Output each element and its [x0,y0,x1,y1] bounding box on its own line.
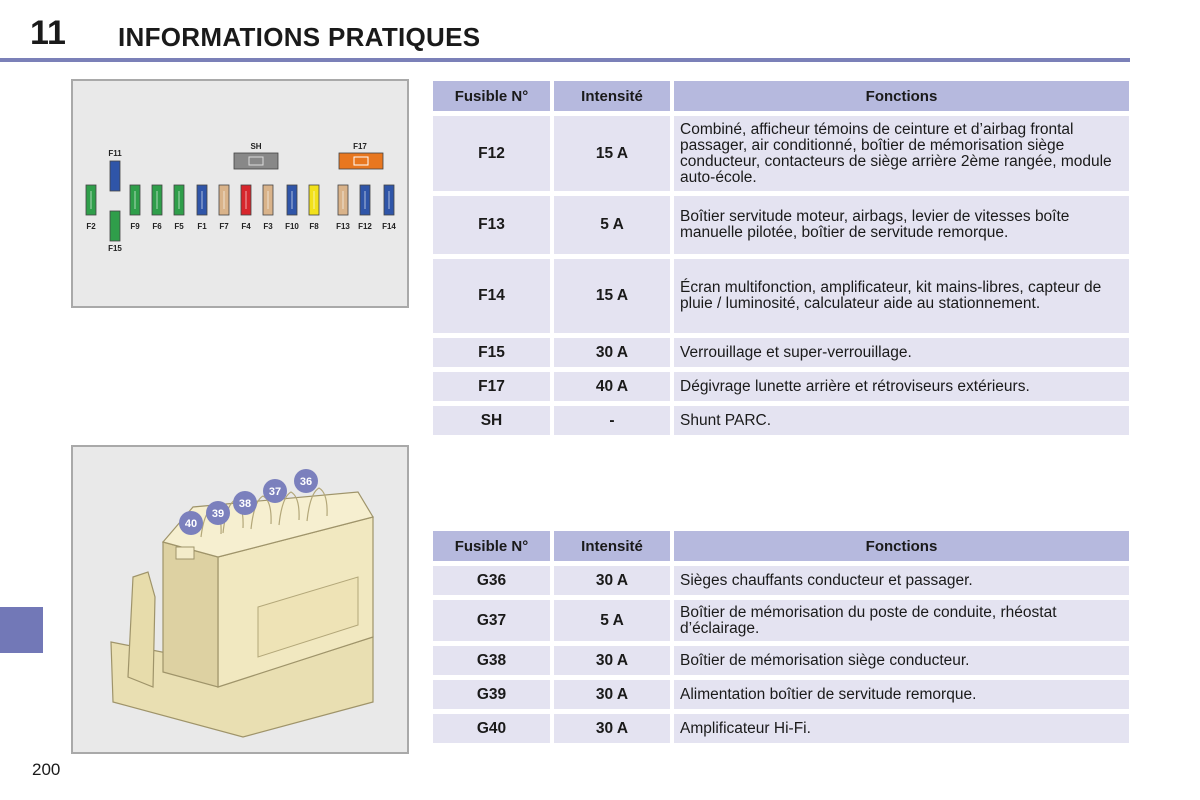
fuse-amperage: 30 A [554,680,670,709]
fuse-box-illustration [73,81,407,306]
table-row [433,372,1129,401]
table-row [433,680,1129,709]
fuse-function: Boîtier de mémorisation siège conducteur. [674,646,1129,675]
fuse-label: F3 [263,222,273,231]
callout-37: 37 [268,486,282,498]
fuse-id: F15 [433,338,550,367]
header-fuse-number: Fusible N° [433,81,550,111]
fuse-function: Shunt PARC. [674,406,1129,435]
callout-36: 36 [299,476,313,488]
callout-39: 39 [211,508,225,520]
table-row [433,116,1129,191]
table-row [433,338,1129,367]
shunt-sh [234,153,278,169]
table-header-row [433,81,1129,111]
fuse-id: F13 [433,196,550,254]
fuse-box-diagram [71,79,409,308]
label-sh: SH [250,142,262,151]
fuse-table-main [429,76,1133,440]
page-number: 200 [32,760,61,779]
fuse-function: Amplificateur Hi-Fi. [674,714,1129,743]
fuse-function: Alimentation boîtier de servitude remorque. [674,680,1129,709]
fuse-label: F6 [152,222,162,231]
fuse-id: G37 [433,600,550,641]
fuse-function: Écran multifonction, amplificateur, kit mains-libres, capteur de pluie / luminosité, calculateur aide au stationnement. [674,259,1129,333]
block-side-face [163,542,218,687]
fuse-amperage: 30 A [554,646,670,675]
fuse-id: G39 [433,680,550,709]
fuse-id: F14 [433,259,550,333]
chapter-number: 11 [30,14,66,52]
table-row [433,259,1129,333]
fuse-label: F8 [309,222,319,231]
fuse-label: F2 [86,222,96,231]
fuse-function: Sièges chauffants conducteur et passager. [674,566,1129,595]
fuse-amperage: - [554,406,670,435]
fuse-f17 [339,153,383,169]
fuse-f15 [110,211,120,241]
fuse-label: F4 [241,222,251,231]
fuse-amperage: 30 A [554,338,670,367]
fuse-amperage: 30 A [554,714,670,743]
fuse-id: G36 [433,566,550,595]
fuse-row [86,185,396,231]
table-row [433,646,1129,675]
fuse-function: Verrouillage et super-verrouillage. [674,338,1129,367]
fuse-amperage: 15 A [554,259,670,333]
title-rule [0,58,1130,62]
relay-box-diagram [71,445,409,754]
table-header-row [433,531,1129,561]
fuse-id: G38 [433,646,550,675]
header-fuse-number: Fusible N° [433,531,550,561]
fuse-function: Combiné, afficheur témoins de ceinture et d’airbag frontal passager, air conditionné, boîtier de mémorisation siège conducteur, contacteurs de siège arrière 2ème rangée, module auto-école. [674,116,1129,191]
header-functions: Fonctions [674,531,1129,561]
fuse-function: Boîtier de mémorisation du poste de conduite, rhéostat d’éclairage. [674,600,1129,641]
header-intensity: Intensité [554,531,670,561]
table-row [433,196,1129,254]
fuse-amperage: 5 A [554,196,670,254]
table-row [433,714,1129,743]
chapter-title: INFORMATIONS PRATIQUES [118,22,481,52]
label-f17: F17 [353,142,367,151]
fuse-label: F1 [197,222,207,231]
header-functions: Fonctions [674,81,1129,111]
label-f11: F11 [108,149,122,158]
fuse-id: SH [433,406,550,435]
fuse-id: G40 [433,714,550,743]
fuse-label: F12 [358,222,372,231]
fuse-amperage: 40 A [554,372,670,401]
fuse-amperage: 15 A [554,116,670,191]
header-intensity: Intensité [554,81,670,111]
fuse-block-illustration [73,447,407,752]
fuse-label: F5 [174,222,184,231]
fuse-id: F12 [433,116,550,191]
fuse-id: F17 [433,372,550,401]
block-clip [128,572,155,687]
fuse-label: F7 [219,222,229,231]
chapter-side-tab [0,607,43,653]
table-row [433,600,1129,641]
table-row [433,566,1129,595]
fuse-table-secondary [429,526,1133,748]
fuse-amperage: 30 A [554,566,670,595]
callout-40: 40 [184,518,198,530]
fuse-function: Boîtier servitude moteur, airbags, levier de vitesses boîte manuelle pilotée, boîtier de servitude remorque. [674,196,1129,254]
fuse-label: F13 [336,222,350,231]
fuse-function: Dégivrage lunette arrière et rétroviseurs extérieurs. [674,372,1129,401]
fuse-f11 [110,161,120,191]
fuse-amperage: 5 A [554,600,670,641]
callout-38: 38 [238,498,252,510]
label-f15: F15 [108,244,122,253]
block-knob [176,547,194,559]
fuse-label: F10 [285,222,299,231]
fuse-label: F9 [130,222,140,231]
table-row [433,406,1129,435]
fuse-label: F14 [382,222,396,231]
